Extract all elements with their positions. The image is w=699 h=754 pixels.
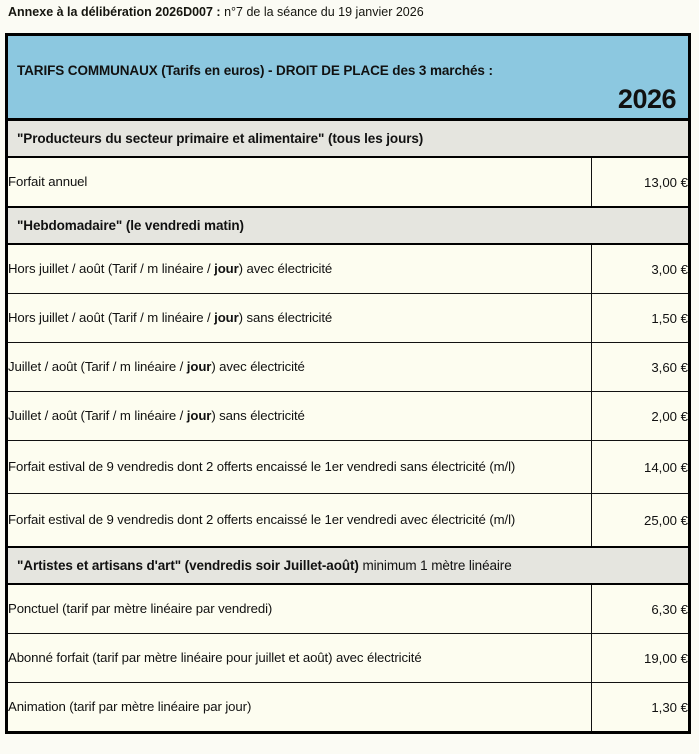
section-label-bold: "Artistes et artisans d'art" (vendredis soir Juillet-août) [17, 558, 359, 573]
row-description-emphasis: jour [214, 310, 239, 325]
table-row [7, 494, 690, 548]
table-section-cell [7, 207, 690, 244]
row-description-emphasis: jour [186, 408, 212, 423]
row-description [7, 244, 592, 294]
table-section-label: "Hebdomadaire" (le vendredi matin) [17, 218, 244, 233]
row-price: 19,00 € [592, 634, 690, 683]
row-description-suffix: ) sans électricité [211, 408, 305, 423]
row-description [7, 494, 592, 548]
row-description [7, 634, 592, 683]
row-description-text: Juillet / août (Tarif / m linéaire / [8, 408, 187, 423]
table-row [7, 244, 690, 294]
table-row [7, 441, 690, 494]
row-description-emphasis: jour [214, 261, 239, 276]
row-description [7, 392, 592, 441]
table-section-row [7, 120, 690, 158]
table-row [7, 157, 690, 207]
annex-reference-bold: Annexe à la délibération 2026D007 : [8, 5, 221, 19]
row-description-text: Forfait estival de 9 vendredis dont 2 offerts encaissé le 1er vendredi sans électricité (m/l) [8, 459, 516, 474]
row-description-suffix: ) avec électricité [211, 359, 305, 374]
row-price: 1,50 € [592, 294, 690, 343]
row-description-text: Juillet / août (Tarif / m linéaire / [8, 359, 187, 374]
table-row [7, 584, 690, 634]
table-header-year: 2026 [617, 84, 676, 114]
table-section-row [7, 207, 690, 244]
row-description [7, 441, 592, 494]
row-price: 1,30 € [592, 683, 690, 733]
table-section-label [8, 558, 688, 573]
row-description-text: Hors juillet / août (Tarif / m linéaire / [8, 261, 215, 276]
table-row [7, 392, 690, 441]
row-price: 3,60 € [592, 343, 690, 392]
row-description-text: Forfait annuel [8, 174, 88, 189]
row-price: 3,00 € [592, 244, 690, 294]
row-price: 13,00 € [592, 157, 690, 207]
row-description-text: Animation (tarif par mètre linéaire par jour) [8, 699, 252, 714]
table-section-label: "Producteurs du secteur primaire et alimentaire" (tous les jours) [17, 131, 424, 146]
row-price: 14,00 € [592, 441, 690, 494]
row-price: 2,00 € [592, 392, 690, 441]
table-row [7, 343, 690, 392]
table-header-title: TARIFS COMMUNAUX (Tarifs en euros) - DROIT DE PLACE des 3 marchés : [17, 63, 493, 78]
tariff-table-body [7, 35, 690, 733]
row-description [7, 683, 592, 733]
annex-reference-line [8, 4, 424, 20]
row-price: 25,00 € [592, 494, 690, 548]
table-section-row [7, 547, 690, 584]
annex-reference-rest: n°7 de la séance du 19 janvier 2026 [220, 5, 424, 19]
row-description [7, 294, 592, 343]
row-description-text: Hors juillet / août (Tarif / m linéaire / [8, 310, 215, 325]
table-row [7, 294, 690, 343]
table-header-row [7, 35, 690, 120]
row-price: 6,30 € [592, 584, 690, 634]
row-description [7, 157, 592, 207]
row-description [7, 343, 592, 392]
tariff-table [5, 33, 691, 734]
table-row [7, 634, 690, 683]
row-description-emphasis: jour [186, 359, 212, 374]
table-header-cell [7, 35, 690, 120]
table-section-cell [7, 547, 690, 584]
section-label-regular: minimum 1 mètre linéaire [358, 558, 512, 573]
table-section-cell [7, 120, 690, 158]
table-row [7, 683, 690, 733]
row-description-text: Forfait estival de 9 vendredis dont 2 offerts encaissé le 1er vendredi avec électricité (m/l) [8, 512, 516, 527]
row-description-suffix: ) sans électricité [238, 310, 333, 325]
row-description-text: Abonné forfait (tarif par mètre linéaire pour juillet et août) avec électricité [8, 650, 422, 665]
row-description [7, 584, 592, 634]
row-description-suffix: ) avec électricité [238, 261, 333, 276]
row-description-text: Ponctuel (tarif par mètre linéaire par vendredi) [8, 601, 273, 616]
